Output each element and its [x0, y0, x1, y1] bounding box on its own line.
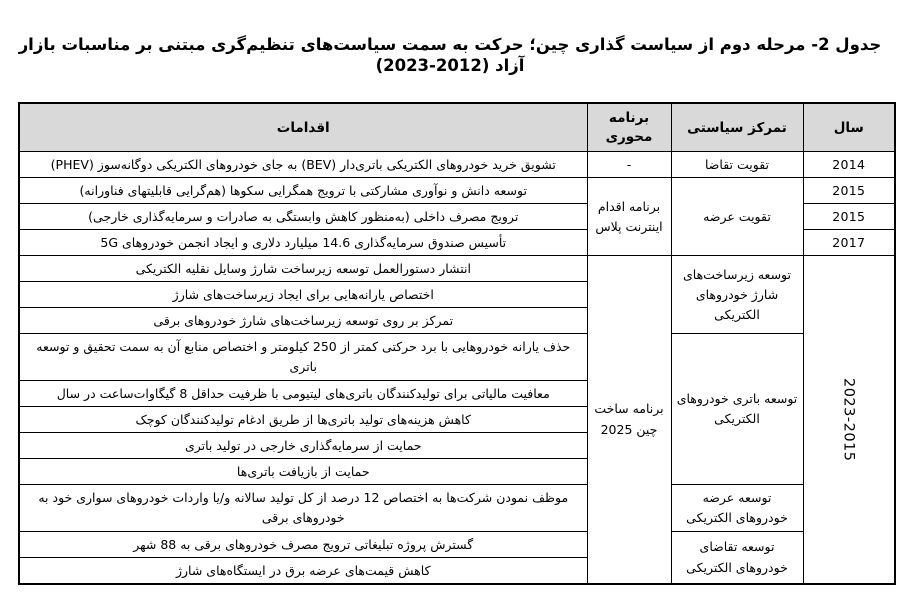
action-cell: تشویق خرید خودروهای الکتریکی باتری‌دار (BEV) به جای خودروهای الکتریکی دوگانه‌سوز (PHEV): [19, 152, 587, 178]
focus-cell: تقویت تقاضا: [671, 152, 803, 178]
table-title: جدول 2- مرحله دوم از سیاست گذاری چین؛ حرکت به سمت سیاست‌های تنظیم‌گری مبتنی بر مناسبات بازار آزاد (2012-2023): [18, 35, 882, 76]
action-cell: حذف یارانه خودروهایی با برد حرکتی کمتر از 250 کیلومتر و اختصاص منابع آن به سمت تحقیق و توسعه باتری: [19, 334, 587, 381]
focus-cell: توسعه باتری خودروهای الکتریکی: [671, 334, 803, 485]
policy-table: [18, 102, 896, 585]
action-cell: گسترش پروژه تبلیغاتی ترویج مصرف خودروهای برقی به 88 شهر: [19, 532, 587, 558]
action-cell: تأسیس صندوق سرمایه‌گذاری 14.6 میلیارد دلاری و ایجاد انجمن خودروهای 5G: [19, 230, 587, 256]
table-row: [19, 485, 895, 532]
year-cell: 2015: [803, 204, 895, 230]
program-cell: -: [587, 152, 671, 178]
table-row: [19, 532, 895, 558]
action-cell: کاهش قیمت‌های عرضه برق در ایستگاه‌های شارژ: [19, 558, 587, 584]
header-row: [19, 103, 895, 152]
action-cell: کاهش هزینه‌های تولید باتری‌ها از طریق ادغام تولیدکنندگان کوچک: [19, 407, 587, 433]
table-row: [19, 334, 895, 381]
action-cell: موظف نمودن شرکت‌ها به اختصاص 12 درصد از کل تولید سالانه و/یا واردات خودروهای سواری خود به خودروهای برقی: [19, 485, 587, 532]
action-cell: حمایت از سرمایه‌گذاری خارجی در تولید باتری: [19, 433, 587, 459]
year-range-cell: [803, 256, 895, 584]
col-header-actions: اقدامات: [19, 103, 587, 152]
focus-cell: توسعه زیرساخت‌های شارژ خودروهای الکتریکی: [671, 256, 803, 334]
action-cell: انتشار دستورالعمل توسعه زیرساخت شارژ وسایل نقلیه الکتریکی: [19, 256, 587, 282]
year-cell: 2014: [803, 152, 895, 178]
year-cell: 2017: [803, 230, 895, 256]
col-header-program: برنامه محوری: [587, 103, 671, 152]
program-cell: برنامه ساخت چین 2025: [587, 256, 671, 584]
action-cell: اختصاص یارانه‌هایی برای ایجاد زیرساخت‌های شارژ: [19, 282, 587, 308]
focus-cell: توسعه تقاضای خودروهای الکتریکی: [671, 532, 803, 584]
col-header-focus: تمرکز سیاستی: [671, 103, 803, 152]
action-cell: حمایت از بازیافت باتری‌ها: [19, 459, 587, 485]
focus-cell: توسعه عرضه خودروهای الکتریکی: [671, 485, 803, 532]
year-range-rotated-text: 2023-2015: [840, 377, 857, 462]
col-header-year: سال: [803, 103, 895, 152]
focus-cell: تقویت عرضه: [671, 178, 803, 256]
action-cell: توسعه دانش و نوآوری مشارکتی با ترویج همگرایی سکوها (هم‌گرایی قابلیتهای فناورانه): [19, 178, 587, 204]
table-row: [19, 256, 895, 282]
action-cell: ترویج مصرف داخلی (به‌منظور کاهش وابستگی به صادرات و سرمایه‌گذاری خارجی): [19, 204, 587, 230]
table-row: [19, 152, 895, 178]
action-cell: تمرکز بر روی توسعه زیرساخت‌های شارژ خودروهای برقی: [19, 308, 587, 334]
year-cell: 2015: [803, 178, 895, 204]
program-cell: برنامه اقدام اینترنت پلاس: [587, 178, 671, 256]
action-cell: معافیت مالیاتی برای تولیدکنندگان باتری‌های لیتیومی با ظرفیت حداقل 8 گیگاوات‌ساعت در سال: [19, 381, 587, 407]
table-row: [19, 178, 895, 204]
